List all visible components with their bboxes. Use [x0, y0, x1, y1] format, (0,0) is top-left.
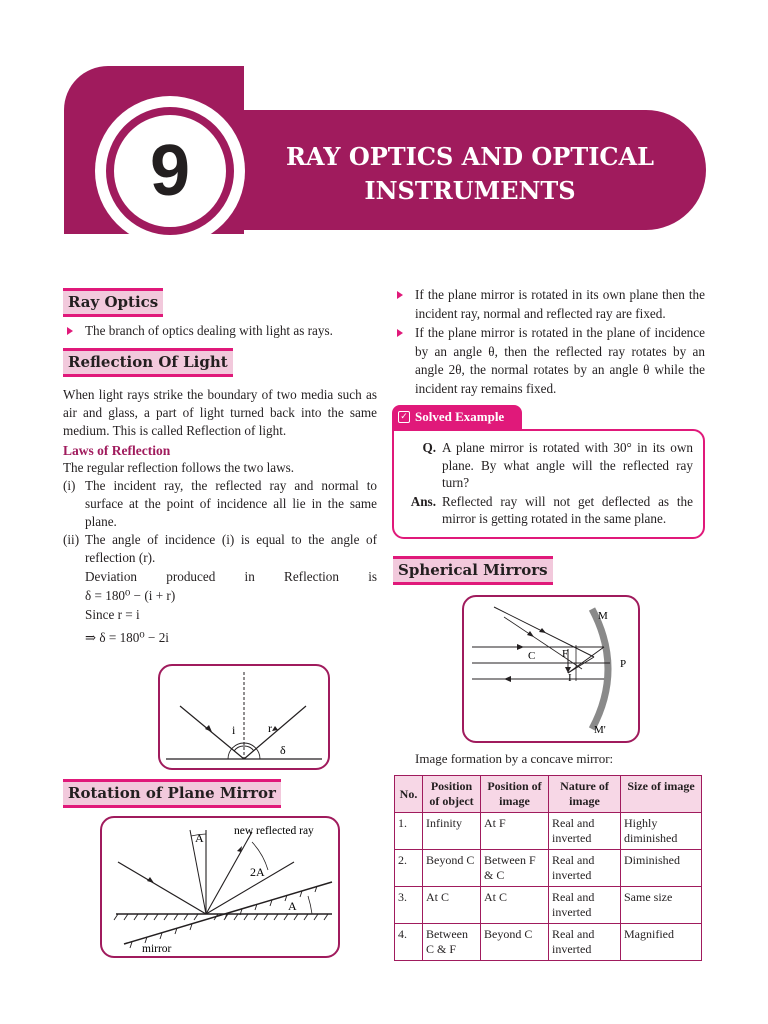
solved-example-tab: ✓ Solved Example — [392, 405, 522, 429]
rotation-bullets — [393, 286, 705, 398]
law-1: (i) The incident ray, the reflected ray and normal to surface at the point of incidence all lie in the same plane. — [63, 478, 377, 529]
col-object-position: Position of object — [423, 776, 481, 813]
formula-deviation: δ = 180⁰ − (i + r) — [85, 588, 176, 603]
label-angle-r: r — [268, 721, 272, 735]
label-delta: δ — [280, 743, 286, 757]
table-caption: Image formation by a concave mirror: — [415, 751, 614, 766]
col-no: No. — [395, 776, 423, 813]
ray-optics-bullet: The branch of optics dealing with light as rays. — [63, 322, 383, 341]
label-angle-i: i — [232, 723, 236, 737]
check-icon: ✓ — [398, 411, 410, 423]
label-angle-a-side: A — [288, 899, 297, 913]
laws-heading: Laws of Reflection — [63, 443, 171, 458]
section-heading-spherical: Spherical Mirrors — [393, 556, 553, 585]
table-row: 4. Between C & F Beyond C Real and inverted Magnified — [395, 924, 702, 961]
col-image-size: Size of image — [621, 776, 702, 813]
spherical-mirror-figure — [462, 595, 640, 743]
law-2: (ii) The angle of incidence (i) is equal to the angle of reflection (r). — [63, 532, 377, 565]
col-image-nature: Nature of image — [549, 776, 621, 813]
section-heading-rotation: Rotation of Plane Mirror — [63, 779, 281, 808]
table-row: 3. At C At C Real and inverted Same size — [395, 887, 702, 924]
label-m: M — [598, 610, 608, 622]
chapter-badge — [106, 107, 234, 235]
laws-intro: The regular reflection follows the two laws. — [63, 460, 295, 475]
deviation-text: Deviation produced in Reflection is — [85, 569, 377, 584]
section-heading-ray-optics: Ray Optics — [63, 288, 163, 317]
label-m-prime: M' — [594, 724, 606, 736]
label-c: C — [528, 650, 536, 662]
reflection-intro: When light rays strike the boundary of two media such as air and glass, a part of light turned back into the same medium. This is called Reflection of light. — [63, 387, 377, 438]
chapter-number: 9 — [149, 131, 191, 211]
label-f: F — [562, 648, 569, 660]
since-text: Since r = i — [85, 607, 140, 622]
bullet-rotation-own-plane: If the plane mirror is rotated in its own plane then the incident ray, normal and reflected ray are fixed. — [393, 286, 705, 323]
reflection-text-block — [63, 386, 377, 647]
chapter-title: RAY OPTICS AND OPTICAL INSTRUMENTS — [285, 142, 655, 205]
label-p: P — [620, 658, 627, 670]
image-formation-table — [394, 775, 702, 961]
solved-example-box — [392, 429, 705, 539]
rotation-figure — [100, 816, 340, 958]
label-angle-a-top: A — [195, 831, 204, 845]
formula-deviation-2i: ⇒ δ = 180⁰ − 2i — [85, 630, 169, 645]
label-new-reflected-ray: new reflected ray — [234, 825, 314, 837]
reflection-figure — [158, 664, 330, 770]
label-i: I — [568, 672, 572, 684]
table-row: 2. Beyond C Between F & C Real and inverted Diminished — [395, 850, 702, 887]
bullet-rotation-plane-of-incidence: If the plane mirror is rotated in the plane of incidence by an angle θ, then the reflected ray rotates by an angle 2θ, the normal rotates by an angle θ while the incident ray remains fixed. — [393, 324, 705, 398]
table-row: 1. Infinity At F Real and inverted Highly diminished — [395, 813, 702, 850]
solved-answer: Ans. Reflected ray will not get deflected as the mirror is getting rotated in the same plane. — [410, 493, 693, 526]
table-header-row — [395, 776, 702, 813]
solved-question: Q. A plane mirror is rotated with 30° in its own plane. By what angle will the reflected ray turn? — [422, 440, 693, 490]
col-image-position: Position of image — [481, 776, 549, 813]
section-heading-reflection: Reflection Of Light — [63, 348, 233, 377]
label-angle-2a: 2A — [250, 865, 265, 879]
label-mirror: mirror — [142, 943, 172, 955]
